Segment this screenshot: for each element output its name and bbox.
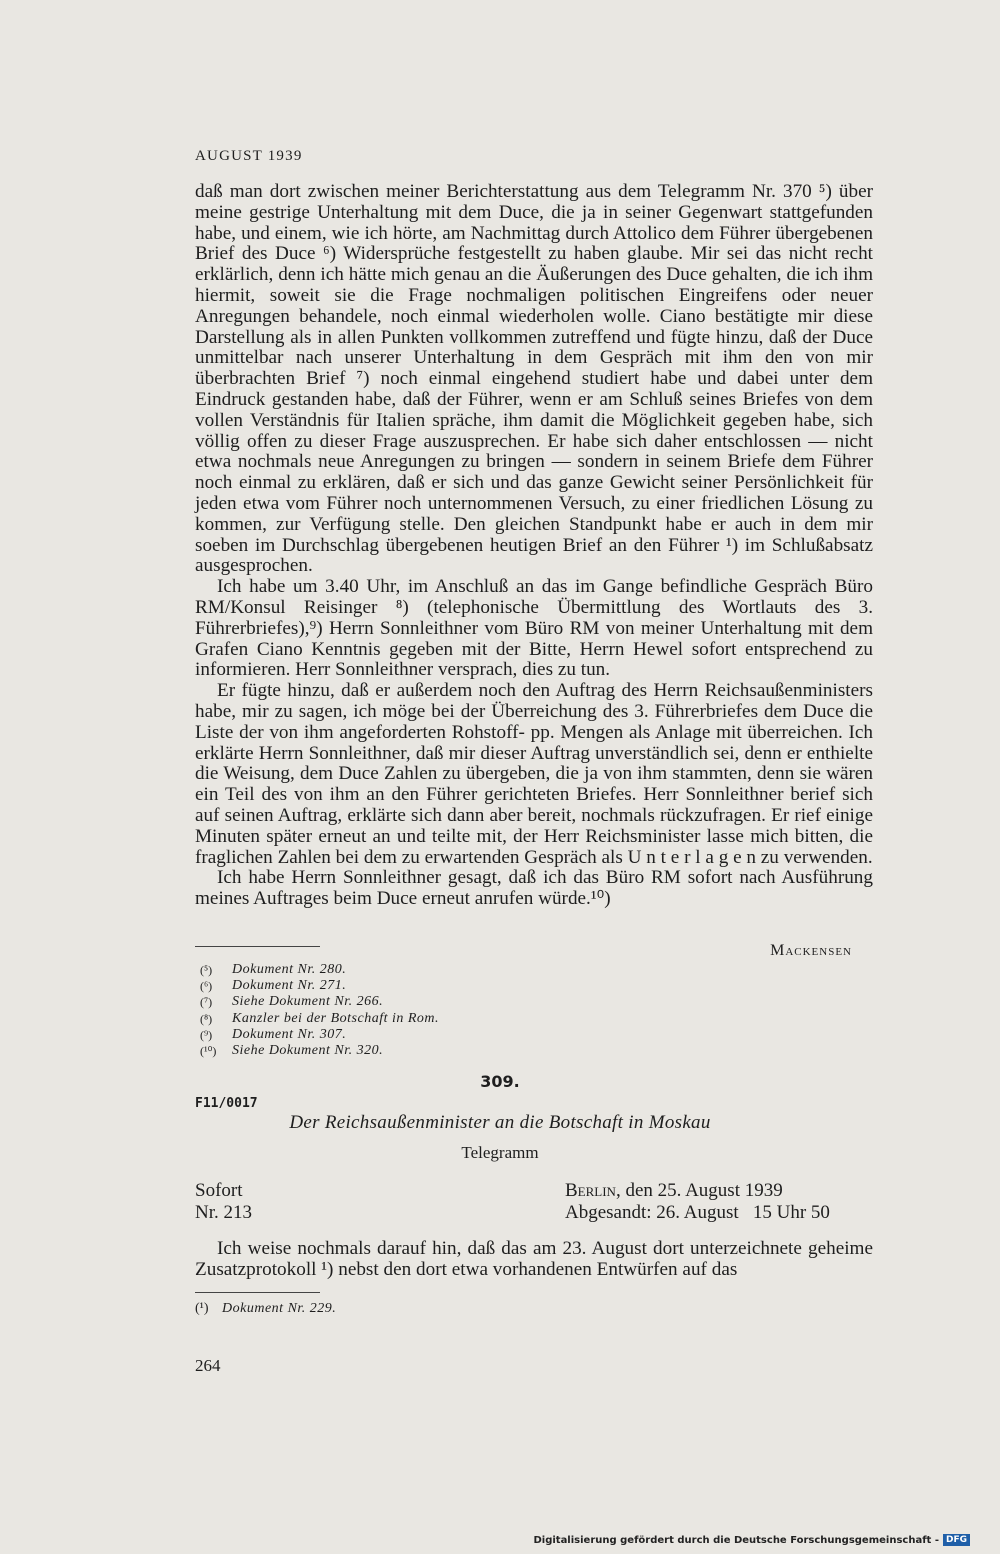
footnote-text: Siehe Dokument Nr. 266. [232,994,384,1010]
footnote-number: (⁷) [200,995,213,1010]
credit-text: Digitalisierung gefördert durch die Deutsche Forschungsgemeinschaft - [533,1534,939,1546]
footnote [195,1301,336,1317]
telegram-header-right [565,1180,873,1224]
running-head: AUGUST 1939 [195,148,303,164]
footnote-text: Dokument Nr. 229. [222,1301,337,1316]
footnote-number: (⁸) [200,1011,213,1026]
footnote [200,978,700,994]
footnote-text: Kanzler bei der Botschaft in Rom. [232,1010,440,1026]
footnote [200,994,700,1010]
telegram-header-left [195,1180,252,1224]
paragraph: daß man dort zwischen meiner Berichterstattung aus dem Telegramm Nr. 370 ⁵) über meine gestrige Unterhaltung mit dem Duce, die ja in seiner Gegenwart stattgefunden habe, und einem, wie ich hörte, am Nachmittag durch Attolico dem Führer übergebenen Brief des Duce ⁶) Widersprüche festgestellt zu haben glaube. Mir sei das nicht recht erklärlich, denn ich hätte mich genau an die Äußerungen des Duce gehalten, die ich ihm hiermit, soweit sie die Frage nochmaligen politischen Eingreifens oder neuer Anregungen behandele, noch einmal wiederholen wolle. Ciano bestätigte mir diese Darstellung als in allen Punkten vollkommen zutreffend und fügte hinzu, daß der Duce unmittelbar nach unserer Unterhaltung in dem Gespräch mit ihm den von mir überbrachten Brief ⁷) noch einmal eingehend studiert habe und dabei unter dem Eindruck gestanden habe, daß der Führer, wenn er am Schluß seines Briefes von dem vollen Verständnis für Italien spräche, ihm damit die Möglichkeit gegeben habe, sich völlig offen zu dieser Frage auszusprechen. Er habe sich daher entschlossen — nicht etwa nochmals neue Anregungen zu bringen — sondern in seinem Briefe dem Führer noch einmal zu erklären, daß er sich und das ganze Gewicht seiner Persönlichkeit für jeden etwa vom Führer noch unternommenen Versuch, zu einer friedlichen Lösung zu kommen, zur Verfügung stelle. Den gleichen Standpunkt habe er auch in dem mir soeben im Durchschlag übergebenen heutigen Brief an den Führer ¹) im Schlußabsatz ausgesprochen. [195,181,873,577]
document-title: Der Reichsaußenminister an die Botschaft in Moskau [289,1112,711,1133]
footnote-text: Dokument Nr. 307. [232,1026,347,1042]
footnote-rule-2 [195,1292,320,1293]
sent-time: Abgesandt: 26. August 15 Uhr 50 [565,1202,830,1223]
place: Berlin [565,1180,616,1201]
document-number: 309. [480,1072,520,1091]
paragraph: Ich habe um 3.40 Uhr, im Anschluß an das im Gange befindliche Gespräch Büro RM/Konsul Reisinger ⁸) (telephonische Übermittlung des Wortlauts des 3. Führerbriefes),⁹) Herrn Sonnleithner vom Büro RM von meiner Unterhaltung mit dem Grafen Ciano Kenntnis gegeben mit der Bitte, Herrn Hewel sofort entsprechend zu informieren. Herr Sonnleithner versprach, dies zu tun. [195,576,873,681]
footnote [200,1027,700,1043]
dfg-logo-icon: DFG [943,1534,970,1546]
page-number: 264 [195,1356,221,1375]
footnote-number: (⁶) [200,979,213,994]
digitization-credit [533,1534,970,1546]
footnote-rule [195,946,320,947]
paragraph: Ich habe Herrn Sonnleithner gesagt, daß ich das Büro RM sofort nach Ausführung meines Auftrages beim Duce erneut anrufen würde.¹⁰) [195,867,873,910]
footnote-number: (¹) [195,1301,209,1316]
date: , den 25. August 1939 [615,1180,783,1201]
letter-body [195,182,873,910]
footnote-number: (¹⁰) [200,1044,217,1059]
footnote-text: Dokument Nr. 271. [232,978,347,994]
footnote-text: Siehe Dokument Nr. 320. [232,1043,384,1059]
paragraph: Ich weise nochmals darauf hin, daß das am 23. August dort unterzeichnete geheime Zusatzprotokoll ¹) nebst den dort etwa vorhandenen Entwürfen auf das [195,1238,873,1280]
signature: Mackensen [770,942,852,959]
telegram-body [195,1239,873,1281]
place-date [565,1180,873,1202]
footnote-number: (⁵) [200,963,213,977]
document-type: Telegramm [461,1143,539,1162]
footnote-text: Dokument Nr. 280. [232,962,347,977]
priority-label: Sofort [195,1180,243,1201]
paragraph: Er fügte hinzu, daß er außerdem noch den Auftrag des Herrn Reichsaußenministers habe, mir zu sagen, ich möge bei der Überreichung des 3. Führerbriefes dem Duce die Liste der von ihm angeforderten Rohstoff- pp. Mengen als Anlage mit überreichen. Ich erklärte Herrn Sonnleithner, daß mir dieser Auftrag unverständlich sei, denn er enthielte die Weisung, dem Duce Zahlen zu übergeben, die ja von ihm stammten, denn sie wären ein Teil des von ihm an den Führer gerichteten Briefes. Herr Sonnleithner berief sich auf seinen Auftrag, erklärte sich dann aber bereit, nochmals rückzufragen. Er rief einige Minuten später erneut an und teilte mit, der Herr Reichsminister lasse mich bitten, die fraglichen Zahlen bei dem zu erwartenden Gespräch als U n t e r l a g e n zu verwenden. [195,680,873,868]
footnotes [200,962,700,1059]
footnote-number: (⁹) [200,1027,213,1042]
telegram-number: Nr. 213 [195,1202,252,1223]
footnote [200,1011,700,1027]
footnote [200,962,700,978]
file-reference: F11/0017 [195,1096,258,1111]
footnote [200,1043,700,1059]
